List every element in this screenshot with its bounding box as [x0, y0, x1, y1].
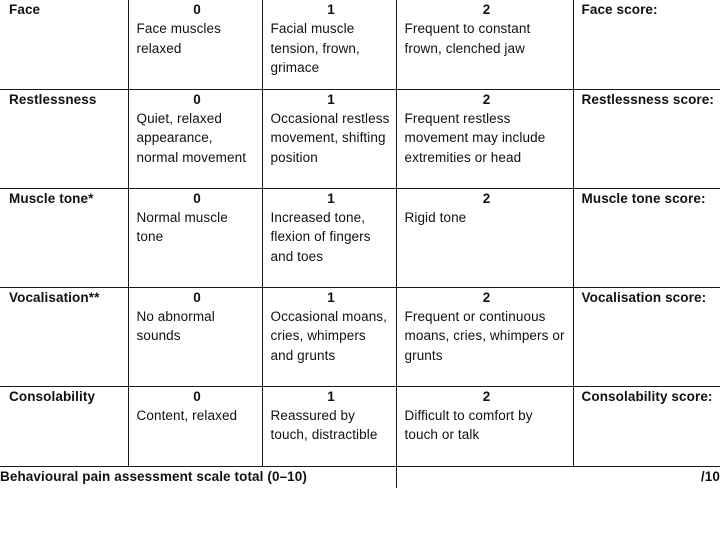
score-value: 1 [327, 2, 335, 17]
score-value: 2 [482, 289, 491, 305]
category-label: Muscle tone* [0, 188, 128, 287]
option-cell [396, 188, 573, 287]
option-description: Occasional restless movement, shifting position [270, 110, 390, 165]
option-description: Difficult to comfort by touch or talk [404, 407, 533, 442]
option-description: Face muscles relaxed [136, 21, 221, 56]
option-description: Facial muscle tension, frown, grimace [270, 21, 360, 75]
option-cell [396, 89, 573, 188]
option-description: Rigid tone [404, 209, 467, 225]
score-value: 0 [193, 289, 201, 305]
score-value: 1 [327, 91, 335, 107]
score-value: 0 [193, 2, 201, 17]
option-cell [128, 386, 262, 466]
table-row [0, 89, 720, 188]
option-description: Occasional moans, cries, whimpers and grunts [270, 308, 388, 363]
option-cell [128, 287, 262, 386]
option-description: Frequent to constant frown, clenched jaw [404, 21, 531, 56]
option-description: Content, relaxed [136, 407, 238, 423]
option-cell [128, 0, 262, 89]
option-cell [396, 386, 573, 466]
category-label: Consolability [0, 386, 128, 466]
option-cell [396, 287, 573, 386]
option-description: Frequent or continuous moans, cries, whimpers or grunts [404, 308, 565, 363]
total-row [0, 466, 720, 488]
category-label: Vocalisation** [0, 287, 128, 386]
score-value: 1 [327, 289, 335, 305]
category-label: Face [9, 2, 41, 17]
table-row [0, 386, 720, 466]
total-spacer [396, 466, 573, 488]
score-value: 2 [482, 91, 491, 107]
option-cell [262, 0, 396, 89]
category-label: Restlessness [0, 89, 128, 188]
option-description: Normal muscle tone [136, 209, 228, 244]
table-row [0, 188, 720, 287]
score-value: 1 [327, 190, 335, 206]
score-field-label: Restlessness score: [573, 89, 720, 188]
table-row [0, 0, 720, 89]
option-cell [262, 188, 396, 287]
option-cell [262, 287, 396, 386]
option-description: No abnormal sounds [136, 308, 215, 343]
score-value: 2 [482, 2, 491, 17]
option-cell [128, 188, 262, 287]
score-field-label: Face score: [573, 0, 720, 89]
option-description: Reassured by touch, distractible [270, 407, 378, 442]
option-cell [262, 386, 396, 466]
option-cell [128, 89, 262, 188]
option-description: Increased tone, flexion of fingers and toes [270, 209, 371, 264]
score-field-label: Vocalisation score: [573, 287, 720, 386]
score-field-label: Muscle tone score: [573, 188, 720, 287]
score-value: 1 [327, 388, 335, 404]
score-value: 2 [482, 190, 491, 206]
score-value: 2 [482, 388, 491, 404]
total-max: /10 [573, 466, 720, 488]
option-description: Frequent restless movement may include extremities or head [404, 110, 546, 165]
score-value: 0 [193, 91, 201, 107]
option-cell [262, 89, 396, 188]
option-cell [396, 0, 573, 89]
score-value: 0 [193, 190, 201, 206]
total-label: Behavioural pain assessment scale total (0–10) [0, 466, 396, 488]
option-description: Quiet, relaxed appearance, normal movement [136, 110, 247, 165]
table-row [0, 287, 720, 386]
score-value: 0 [193, 388, 201, 404]
score-field-label: Consolability score: [573, 386, 720, 466]
